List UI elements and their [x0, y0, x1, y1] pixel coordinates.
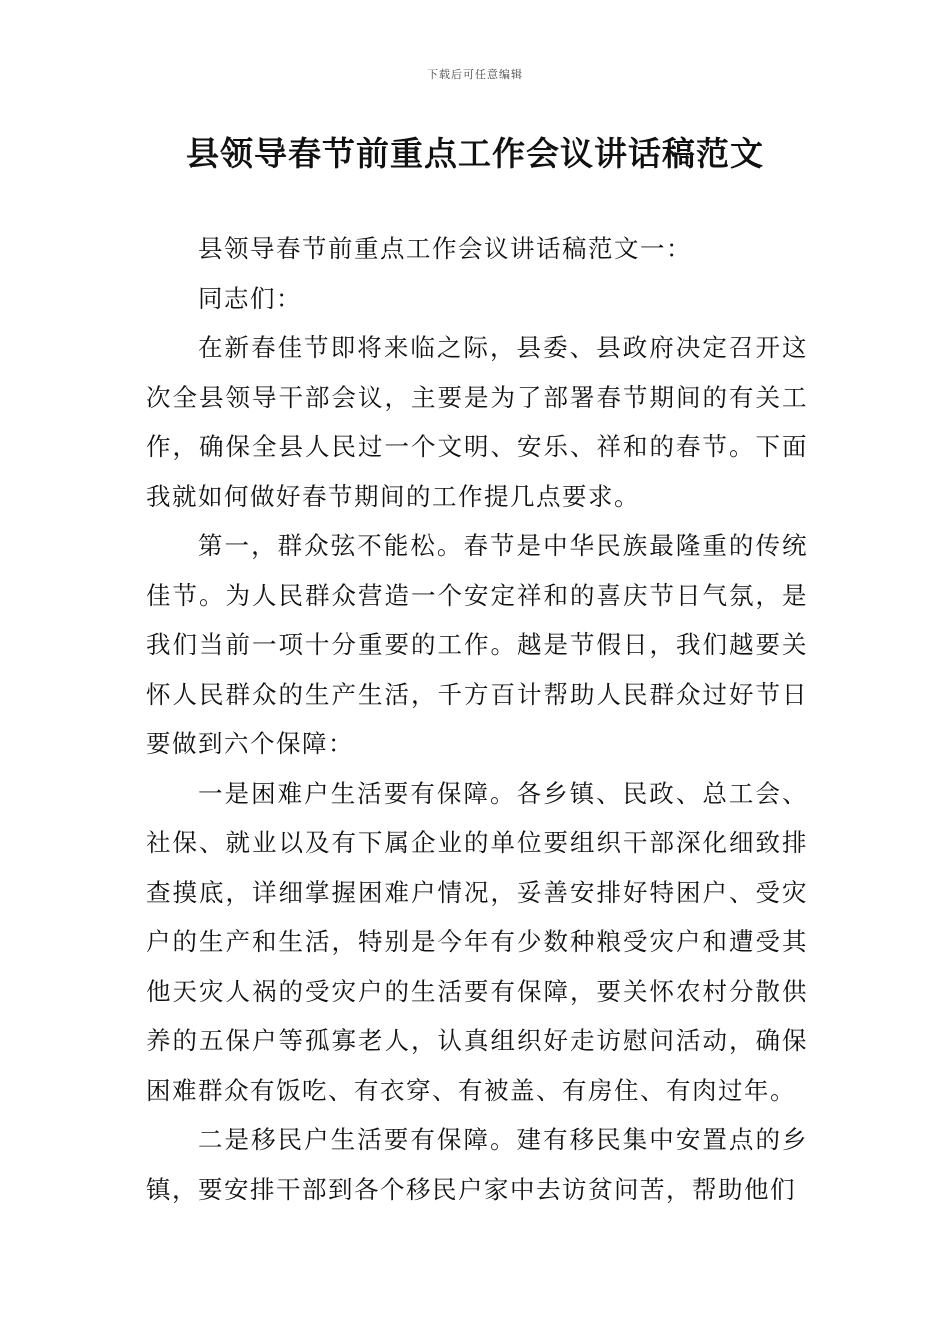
paragraph-salutation: 同志们： — [198, 283, 302, 313]
header-note: 下载后可任意编辑 — [427, 68, 523, 81]
paragraph-point-one: 第一，群众弦不能松。春节是中华民族最隆重的传统佳节。为人民群众营造一个安定祥和的喜庆节日气氛，是我们当前一项十分重要的工作。越是节假日，我们越要关怀人民群众的生产生活，千方百计帮助人民群众过好节日要做到六个保障： — [146, 531, 808, 758]
document-title: 县领导春节前重点工作会议讲话稿范文 — [186, 134, 764, 173]
paragraph-guarantee-two: 二是移民户生活要有保障。建有移民集中安置点的乡镇，要安排干部到各个移民户家中去访贫问苦，帮助他们 — [146, 1125, 808, 1204]
document-body — [146, 224, 808, 1214]
paragraph-subtitle: 县领导春节前重点工作会议讲话稿范文一： — [198, 234, 692, 263]
paragraph-intro: 在新春佳节即将来临之际，县委、县政府决定召开这次全县领导干部会议，主要是为了部署春节期间的有关工作，确保全县人民过一个文明、安乐、祥和的春节。下面我就如何做好春节期间的工作提几点要求。 — [146, 333, 808, 511]
paragraph-guarantee-one: 一是困难户生活要有保障。各乡镇、民政、总工会、社保、就业以及有下属企业的单位要组织干部深化细致排查摸底，详细掌握困难户情况，妥善安排好特困户、受灾户的生产和生活，特别是今年有少数种粮受灾户和遭受其他天灾人祸的受灾户的生活要有保障，要关怀农村分散供养的五保户等孤寡老人，认真组织好走访慰问活动，确保困难群众有饭吃、有衣穿、有被盖、有房住、有肉过年。 — [146, 778, 808, 1105]
